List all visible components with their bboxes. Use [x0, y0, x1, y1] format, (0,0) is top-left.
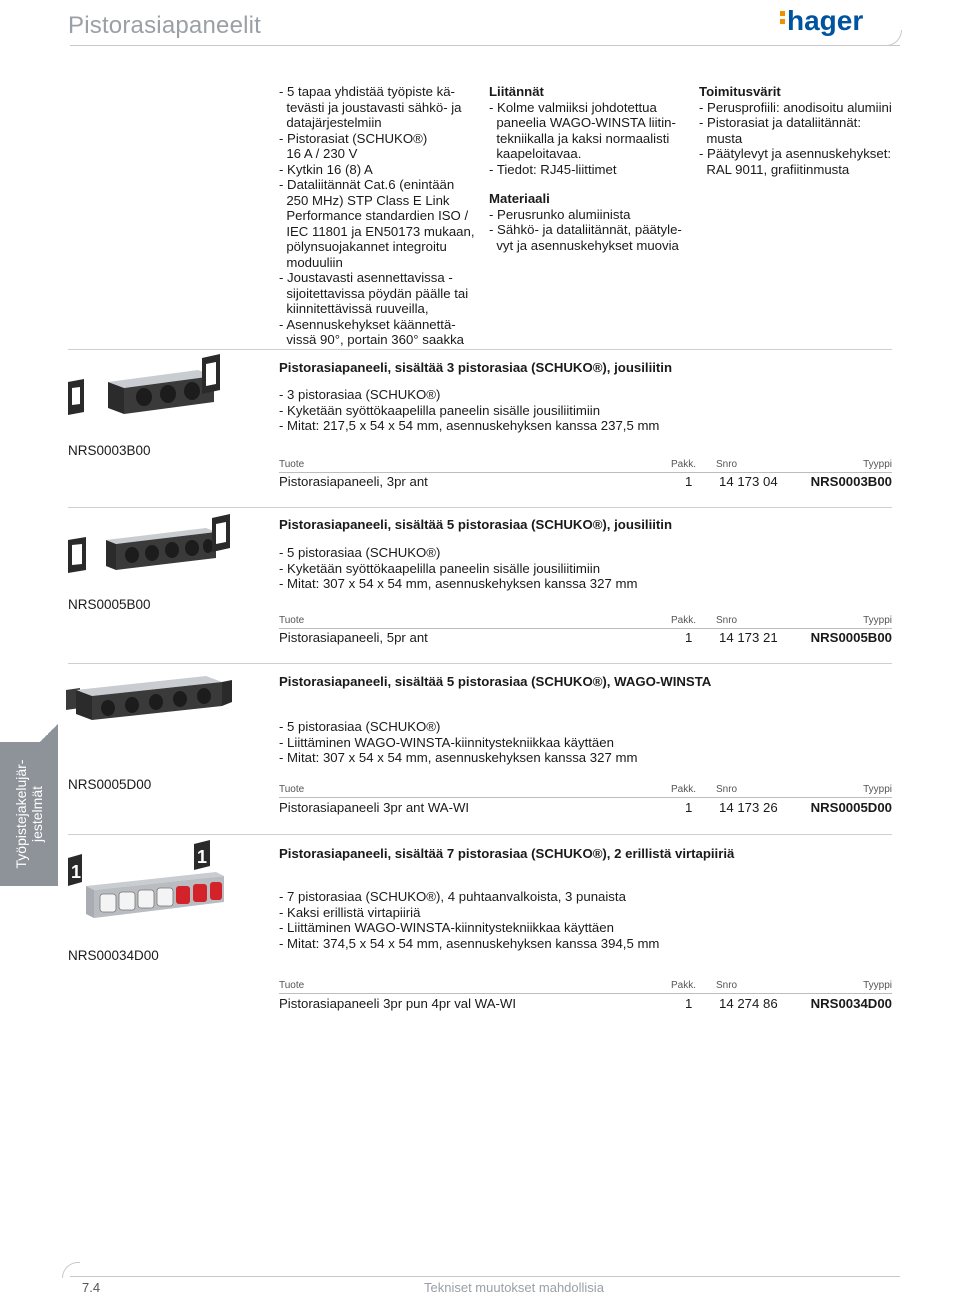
feature-line: - Kytkin 16 (8) A [279, 161, 373, 177]
col-product: Tuote [279, 615, 305, 626]
product-code-nrs00034d00: NRS00034D00 [68, 948, 159, 963]
col-type: Tyyppi [863, 784, 892, 795]
feature-line: sijoitettavissa pöydän päälle tai [279, 285, 469, 301]
feature-line: vissä 90°, portain 360° saakka [279, 332, 465, 347]
product-title-nrs00034d00: Pistorasiapaneeli, sisältää 7 pistorasiaa (SCHUKO®), 2 erillistä virtapiiriä [279, 846, 735, 861]
table-row [279, 474, 892, 490]
feature-line: pölynsuojakannet integroitu [279, 239, 447, 254]
row-snro: 14 173 04 [719, 474, 778, 489]
page-number: 7.4 [82, 1280, 101, 1295]
spec-line: - 3 pistorasiaa (SCHUKO®) [279, 387, 441, 402]
features-col2 [489, 84, 689, 253]
spec-line: - 7 pistorasiaa (SCHUKO®), 4 puhtaanvalkoista, 3 punaista [279, 889, 626, 904]
spec-line: - 5 pistorasiaa (SCHUKO®) [279, 545, 441, 560]
row-snro: 14 173 21 [719, 630, 778, 645]
spec-line: - Liittäminen WAGO-WINSTA-kiinnitystekniikkaa käyttäen [279, 920, 614, 935]
colors-list [699, 100, 899, 178]
order-table-header [279, 784, 892, 798]
row-snro: 14 173 26 [719, 800, 778, 815]
col-snro: Snro [716, 784, 738, 795]
features-col1 [279, 84, 479, 348]
footer-note: Tekniset muutokset mahdollisia [424, 1280, 604, 1295]
table-rule [279, 472, 892, 473]
hager-logo [780, 2, 880, 42]
features-col3 [699, 84, 899, 177]
colors-line: - Pistorasiat ja dataliitännät: [699, 115, 861, 130]
separator-1 [68, 349, 892, 350]
product-code-nrs0005d00: NRS0005D00 [68, 777, 152, 792]
feature-line: - Asennuskehykset käännettä- [279, 316, 456, 332]
header-curve [880, 30, 902, 46]
row-product: Pistorasiapaneeli 3pr ant WA-WI [279, 800, 470, 815]
connections-line: - Tiedot: RJ45-liittimet [489, 161, 617, 177]
connections-heading: Liitännät [489, 84, 544, 99]
product-image-nrs0005b00 [66, 512, 236, 582]
row-type: NRS0005D00 [810, 800, 892, 815]
col-pack: Pakk. [671, 459, 697, 470]
colors-line: - Perusprofiili: anodisoitu alumiini [699, 99, 892, 115]
row-snro: 14 274 86 [719, 996, 778, 1011]
row-type: NRS0034D00 [810, 996, 892, 1011]
product-specs-nrs0003b00 [279, 387, 659, 434]
product-image-nrs0003b00 [66, 352, 236, 432]
spec-line: - Liittäminen WAGO-WINSTA-kiinnitystekniikkaa käyttäen [279, 734, 614, 750]
col-product: Tuote [279, 784, 305, 795]
feature-line: - Dataliitännät Cat.6 (enintään [279, 177, 455, 192]
separator-2 [68, 507, 892, 508]
connections-list [489, 100, 689, 178]
col-snro: Snro [716, 980, 738, 991]
row-product: Pistorasiapaneeli 3pr pun 4pr val WA-WI [279, 996, 516, 1011]
material-line: - Sähkö- ja dataliitännät, päätyle- [489, 222, 682, 237]
colors-line: - Päätylevyt ja asennuskehykset: [699, 146, 892, 161]
col-product: Tuote [279, 459, 305, 470]
connections-line: tekniikalla ja kaksi normaalisti [489, 130, 670, 146]
footer-rule [70, 1276, 900, 1277]
spec-line: - Mitat: 217,5 x 54 x 54 mm, asennuskehyksen kanssa 237,5 mm [279, 418, 660, 433]
feature-line: tevästi ja joustavasti sähkö- ja [279, 99, 462, 115]
product-specs-nrs0005d00 [279, 719, 637, 766]
circuit-mark-right: 1 [197, 847, 208, 867]
material-list [489, 207, 689, 254]
spec-line: - Kyketään syöttökaapelilla paneelin sisälle jousiliitimiin [279, 560, 601, 576]
colors-line: RAL 9011, grafiitinmusta [699, 161, 850, 177]
col-type: Tyyppi [863, 980, 892, 991]
product-title-nrs0005d00: Pistorasiapaneeli, sisältää 5 pistorasiaa (SCHUKO®), WAGO-WINSTA [279, 674, 712, 689]
spec-line: - Mitat: 307 x 54 x 54 mm, asennuskehyksen kanssa 327 mm [279, 576, 638, 591]
table-rule [279, 797, 892, 798]
row-product: Pistorasiapaneeli, 3pr ant [279, 474, 428, 489]
table-row [279, 630, 892, 646]
product-title-nrs0005b00: Pistorasiapaneeli, sisältää 5 pistorasiaa (SCHUKO®), jousiliitin [279, 517, 673, 532]
material-heading: Materiaali [489, 191, 550, 206]
page-title: Pistorasiapaneelit [68, 12, 262, 39]
row-pack: 1 [685, 800, 693, 815]
feature-line: 250 MHz) STP Class E Link [279, 192, 450, 208]
spec-line: - 5 pistorasiaa (SCHUKO®) [279, 719, 441, 734]
row-product: Pistorasiapaneeli, 5pr ant [279, 630, 428, 645]
table-rule [279, 993, 892, 994]
side-tab-notch [40, 724, 58, 742]
row-pack: 1 [685, 474, 693, 489]
connections-line: - Kolme valmiiksi johdotettua [489, 99, 657, 115]
product-image-nrs0005d00 [66, 668, 236, 728]
table-row [279, 996, 892, 1012]
col-pack: Pakk. [671, 980, 697, 991]
row-type: NRS0003B00 [810, 474, 892, 489]
product-specs-nrs0005b00 [279, 545, 637, 592]
spec-line: - Kyketään syöttökaapelilla paneelin sisälle jousiliitimiin [279, 402, 601, 418]
brand-text: hager [787, 5, 864, 36]
col-type: Tyyppi [863, 615, 892, 626]
product-image-nrs00034d00 [66, 840, 236, 930]
col-product: Tuote [279, 980, 305, 991]
row-type: NRS0005B00 [810, 630, 892, 645]
order-table-header [279, 615, 892, 629]
col-snro: Snro [716, 459, 738, 470]
feature-line: - Joustavasti asennettavissa - [279, 270, 453, 285]
separator-4 [68, 834, 892, 835]
header-rule [70, 45, 900, 46]
product-title-nrs0003b00: Pistorasiapaneeli, sisältää 3 pistorasiaa (SCHUKO®), jousiliitin [279, 360, 673, 375]
material-line: vyt ja asennuskehykset muovia [489, 237, 679, 253]
separator-3 [68, 663, 892, 664]
spec-line: - Kaksi erillistä virtapiiriä [279, 904, 421, 920]
order-table-header [279, 980, 892, 994]
spec-line: - Mitat: 307 x 54 x 54 mm, asennuskehyksen kanssa 327 mm [279, 750, 638, 765]
feature-line: moduuliin [279, 254, 343, 270]
connections-line: kaapeloitavaa. [489, 146, 582, 161]
col-pack: Pakk. [671, 784, 697, 795]
col-type: Tyyppi [863, 459, 892, 470]
col-pack: Pakk. [671, 615, 697, 626]
table-row [279, 800, 892, 816]
row-pack: 1 [685, 996, 693, 1011]
order-table-header [279, 459, 892, 473]
feature-line: kiinnitettävissä ruuveilla, [279, 301, 429, 316]
side-tab-label: Työpistejakelujär- jestelmät [13, 759, 45, 869]
table-rule [279, 628, 892, 629]
product-specs-nrs00034d00 [279, 889, 659, 951]
product-code-nrs0003b00: NRS0003B00 [68, 443, 151, 458]
feature-line: Performance standardien ISO / [279, 208, 469, 223]
colors-line: musta [699, 130, 743, 146]
feature-line: 16 A / 230 V [279, 146, 358, 161]
feature-line: IEC 11801 ja EN50173 mukaan, [279, 223, 475, 239]
circuit-mark-left: 1 [71, 862, 82, 882]
feature-line: - 5 tapaa yhdistää työpiste kä- [279, 84, 455, 99]
spec-line: - Mitat: 374,5 x 54 x 54 mm, asennuskehyksen kanssa 394,5 mm [279, 935, 660, 951]
colors-heading: Toimitusvärit [699, 84, 781, 99]
row-pack: 1 [685, 630, 693, 645]
product-code-nrs0005b00: NRS0005B00 [68, 597, 151, 612]
feature-line: datajärjestelmiin [279, 115, 382, 130]
connections-line: paneelia WAGO-WINSTA liitin- [489, 115, 676, 130]
feature-line: - Pistorasiat (SCHUKO®) [279, 130, 428, 146]
col-snro: Snro [716, 615, 738, 626]
material-line: - Perusrunko alumiinista [489, 206, 631, 222]
